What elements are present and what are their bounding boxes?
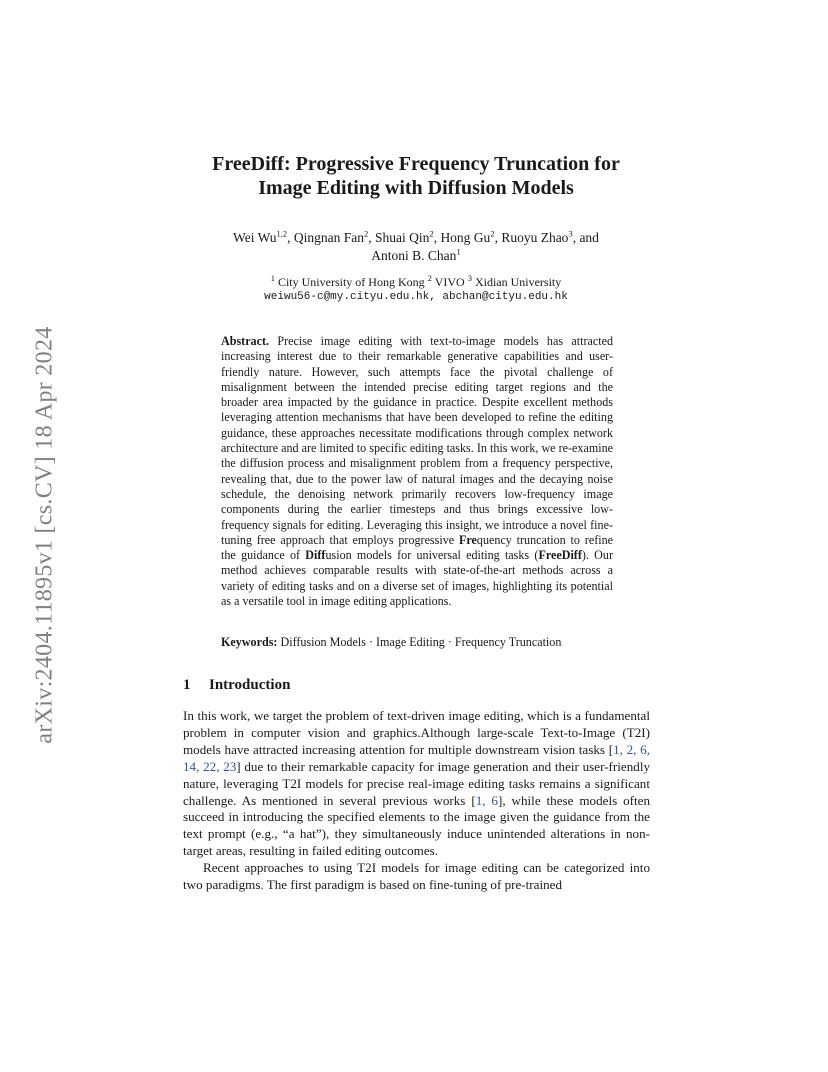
author-name: Hong Gu <box>440 230 491 245</box>
section-title: Introduction <box>209 677 291 693</box>
arxiv-identifier-text: arXiv:2404.11895v1 [cs.CV] 18 Apr 2024 <box>31 326 58 744</box>
introduction-paragraph <box>183 708 650 860</box>
author-line-1: Wei Wu$^{1,2}$, Qingnan Fan$^2$, Shuai Qin$^2$, Hong Gu$^2$, Ruoyu Zhao$^3$, and <box>233 228 599 245</box>
paragraph-text: ] due to their remarkable capacity for image generation and their user-friendly nature, leveraging T2I models for precise real-image editing tasks remains a significant challenge. As mentioned in several previous works [ <box>183 758 650 808</box>
keywords-text: Diffusion Models · Image Editing · Frequency Truncation <box>280 635 562 649</box>
author-affiliation-mark: 1,2 <box>276 228 288 239</box>
author-line-2 <box>180 247 652 265</box>
author-name: Ruoyu Zhao <box>501 230 569 245</box>
abstract-emphasis: Diff <box>305 548 326 563</box>
affiliation-number: 2 <box>427 273 432 283</box>
abstract-text: Precise image editing with text-to-image models has attracted increasing interest due to their remarkable generative capabilities and user-friendly nature. However, such attempts face the pivotal challenge of misalignment between the intended precise editing target regions and the broader area impacted by the guidance in practice. Despite excellent methods leveraging attention mechanisms that have been developed to refine the editing guidance, these approaches necessitate modifications through complex network architecture and are limited to specific editing tasks. In this work, we re-examine the diffusion process and misalignment problem from a frequency perspective, revealing that, due to the power law of natural images and the decaying noise schedule, the denoising network primarily recovers low-frequency image components during the earlier timesteps and thus brings excessive low-frequency signals for editing. Leveraging this insight, we introduce a novel fine-tuning free approach that employs progressive <box>221 334 613 547</box>
author-list <box>180 229 652 265</box>
author-affiliation-mark: 2 <box>364 228 369 239</box>
author-conjunction: and <box>579 230 599 245</box>
paper-title-line-2: Image Editing with Diffusion Models <box>258 177 574 199</box>
section-number: 1 <box>183 677 191 693</box>
author-name: Antoni B. Chan <box>371 248 457 263</box>
abstract-emphasis: FreeDiff <box>538 548 582 563</box>
paragraph-text: In this work, we target the problem of text-driven image editing, which is a fundamental problem in computer vision and graphics.Although large-scale Text-to-Image (T2I) models have attracted increasing attention for multiple downstream vision tasks [ <box>183 708 650 757</box>
abstract-label: Abstract. <box>221 334 270 348</box>
citation-link[interactable]: 1, 6 <box>475 792 498 808</box>
section-heading <box>183 675 290 695</box>
affiliation-list <box>180 274 652 290</box>
arxiv-identifier <box>30 326 60 744</box>
abstract-text: ). Our method achieves comparable results with state-of-the-art methods across a variety of editing tasks and on a diverse set of images, highlighting its potential as a versatile tool in image editing applications. <box>221 548 613 609</box>
affiliation-number: 3 <box>467 273 472 283</box>
paper-title-line-1: FreeDiff: Progressive Frequency Truncation for <box>212 153 620 175</box>
author-affiliation-mark: 2 <box>429 228 434 239</box>
abstract <box>221 334 613 609</box>
affiliation-name: VIVO <box>434 275 465 289</box>
author-emails[interactable]: weiwu56-c@my.cityu.edu.hk, abchan@cityu.edu.hk <box>264 291 568 303</box>
keywords <box>221 634 613 650</box>
abstract-emphasis: Fre <box>458 532 477 547</box>
author-name: Qingnan Fan <box>293 230 365 245</box>
affiliation-name: Xidian University <box>474 275 562 289</box>
author-affiliation-mark: 1 <box>456 246 461 257</box>
affiliation-number: 1 <box>270 273 275 283</box>
author-affiliation-mark: 3 <box>568 228 573 239</box>
author-name: Shuai Qin <box>375 230 430 245</box>
introduction-paragraph: Recent approaches to using T2I models for image editing can be categorized into two paradigms. The first paradigm is based on fine-tuning of pre-trained <box>183 860 650 893</box>
paper-title <box>150 152 682 200</box>
abstract-text: usion models for universal editing tasks ( <box>325 548 539 563</box>
keywords-label: Keywords: <box>221 635 278 649</box>
introduction-body <box>183 708 650 894</box>
author-name: Wei Wu <box>233 230 277 245</box>
author-affiliation-mark: 2 <box>490 228 495 239</box>
citation-link[interactable]: 1, 2, 6, 14, 22, 23 <box>183 741 650 774</box>
abstract-text: quency truncation to refine the guidance of <box>221 532 613 563</box>
paragraph-text: ], while these models often succeed in introducing the specified elements to the image given the guidance from the text prompt (e.g., “a hat”), they simultaneously induce unintended alterations in non-target areas, resulting in failed editing outcomes. <box>183 792 651 859</box>
affiliation-name: City University of Hong Kong <box>277 275 425 289</box>
